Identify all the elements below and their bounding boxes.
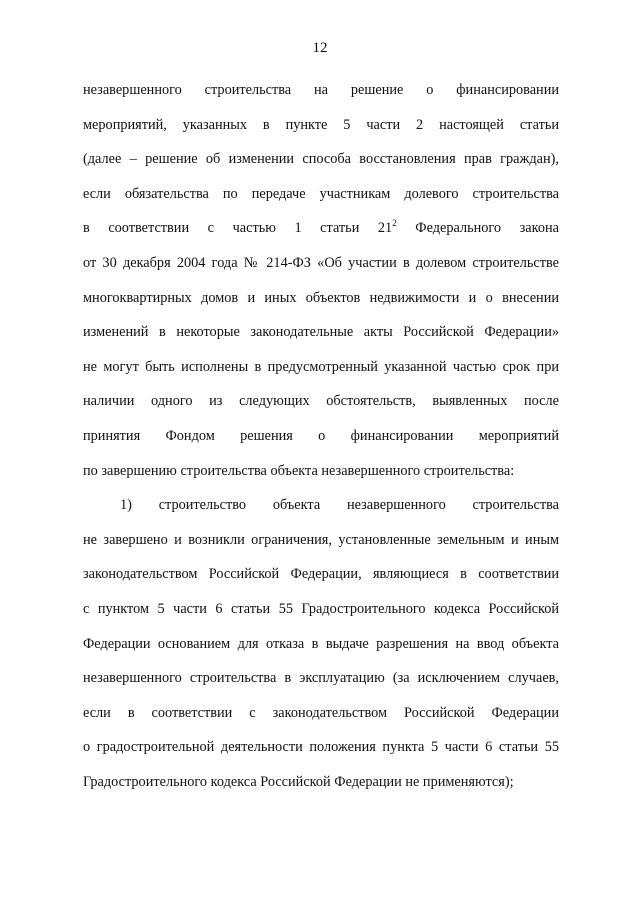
text-line — [83, 113, 559, 148]
text-line — [83, 424, 559, 459]
text-line — [83, 597, 559, 632]
line-text: мероприятий, указанных в пункте 5 части 2 настоящей статьи — [83, 116, 559, 133]
line-text: незавершенного строительства в эксплуатацию (за исключением случаев, — [83, 670, 559, 687]
line-text: законодательством Российской Федерации, являющиеся в соответствии — [83, 566, 559, 583]
text-line — [83, 78, 559, 113]
text-line — [83, 459, 559, 494]
text-line — [83, 389, 559, 424]
line-text: не завершено и возникли ограничения, установленные земельным и иным — [83, 531, 559, 548]
text-line — [83, 770, 559, 805]
line-text: (далее – решение об изменении способа восстановления прав граждан), — [83, 151, 559, 168]
text-line — [83, 701, 559, 736]
superscript: 2 — [392, 218, 397, 229]
line-text-continued: Федерального закона — [396, 220, 560, 237]
line-text: многоквартирных домов и иных объектов недвижимости и о внесении — [83, 289, 559, 306]
text-line — [83, 182, 559, 217]
text-line — [83, 562, 559, 597]
line-text: принятия Фондом решения о финансировании мероприятий — [83, 427, 559, 444]
text-line — [83, 528, 559, 563]
line-text: в соответствии с частью 1 статьи 21 — [83, 220, 393, 237]
line-text: Градостроительного кодекса Российской Федерации не применяются); — [83, 773, 514, 790]
text-line — [83, 355, 559, 390]
line-text: незавершенного строительства на решение о финансировании — [83, 82, 559, 98]
line-text: с пунктом 5 части 6 статьи 55 Градостроительного кодекса Российской — [83, 600, 559, 617]
text-line — [83, 147, 559, 182]
text-line — [83, 320, 559, 355]
line-text: изменений в некоторые законодательные акты Российской Федерации» — [83, 324, 559, 341]
page-number: 12 — [312, 40, 328, 56]
text-line — [83, 493, 559, 528]
text-line — [83, 216, 559, 251]
line-text: наличии одного из следующих обстоятельств, выявленных после — [83, 393, 559, 410]
text-line — [83, 251, 559, 286]
line-text: не могут быть исполнены в предусмотренный указанной частью срок при — [83, 358, 559, 375]
line-text: 1) строительство объекта незавершенного строительства — [120, 497, 559, 514]
line-text: если в соответствии с законодательством Российской Федерации — [83, 704, 559, 721]
line-text: если обязательства по передаче участникам долевого строительства — [83, 185, 559, 202]
line-text: от 30 декабря 2004 года № 214-ФЗ «Об участии в долевом строительстве — [83, 254, 559, 271]
text-line — [83, 735, 559, 770]
text-line — [83, 286, 559, 321]
line-text: о градостроительной деятельности положения пункта 5 части 6 статьи 55 — [83, 739, 559, 756]
line-text: Федерации основанием для отказа в выдаче разрешения на ввод объекта — [83, 635, 559, 652]
body-text — [83, 78, 559, 804]
line-text: по завершению строительства объекта незавершенного строительства: — [83, 462, 515, 479]
text-line — [83, 632, 559, 667]
text-line — [83, 666, 559, 701]
